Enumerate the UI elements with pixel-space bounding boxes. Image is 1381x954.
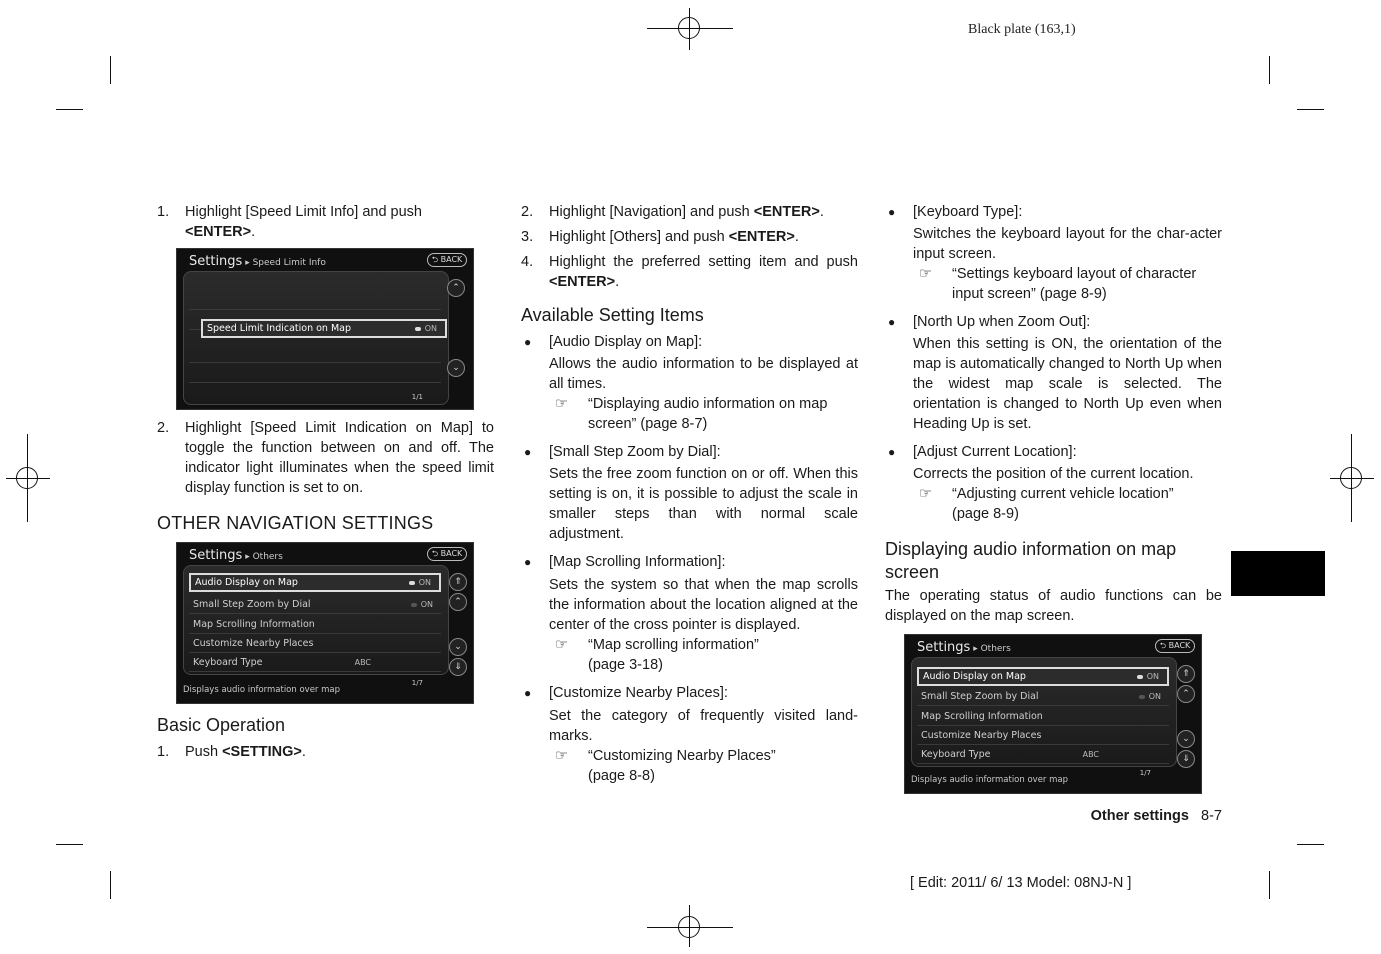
section-heading: Basic Operation (157, 715, 286, 735)
column-2 (521, 202, 858, 786)
settings-row[interactable]: Audio Display on Map ON (189, 573, 441, 592)
step-text: Highlight [Speed Limit Info] and push (185, 204, 422, 220)
bullet-icon: ● (524, 555, 532, 569)
basic-step-1: 1. Push <SETTING>. (157, 744, 306, 760)
settings-row[interactable]: Map Scrolling Information (917, 707, 1169, 726)
page-footer (1091, 806, 1222, 826)
pointing-hand-icon: ☞ (555, 396, 568, 412)
scroll-down-icon[interactable]: ⌄ (449, 638, 467, 656)
plate-label: Black plate (163,1) (968, 22, 1076, 37)
setting-item: ● [Small Step Zoom by Dial]: Sets the free zoom function on or off. When this setting is on, it is possible to adjust the scale in smaller steps than with normal scale adjustment. (521, 442, 858, 544)
setting-key: <SETTING> (222, 744, 302, 760)
column-1 (157, 202, 494, 767)
row-value: ON (424, 324, 437, 333)
setting-item: ● [North Up when Zoom Out]: When this setting is ON, the orientation of the map is automatically changed to North Up when the widest map scale is selected. The orientation is changed to North Up even when Heading Up is set. (885, 312, 1222, 434)
screen-crumb: Speed Limit Info (252, 258, 326, 268)
row-label: Speed Limit Indication on Map (207, 323, 352, 334)
scroll-up-icon[interactable]: ⌃ (449, 593, 467, 611)
section-heading: Available Setting Items (521, 305, 704, 325)
setting-item: ● [Adjust Current Location]: Corrects the position of the current location. ☞ “Adjusting current vehicle location” (page 8-9) (885, 442, 1222, 524)
settings-row[interactable]: Map Scrolling Information (189, 615, 441, 634)
settings-row[interactable]: Keyboard Type ABC (917, 745, 1169, 764)
page-down-icon[interactable]: ⇓ (449, 658, 467, 676)
back-button[interactable]: ⮌ BACK (427, 253, 467, 267)
chapter-tab (1231, 551, 1325, 596)
setting-item: ● [Customize Nearby Places]: Set the category of frequently visited land-marks. ☞ “Customizing Nearby Places” (page 8-8) (521, 683, 858, 786)
settings-row[interactable]: Customize Nearby Places (189, 634, 441, 653)
settings-row[interactable]: Small Step Zoom by Dial ON (189, 595, 441, 614)
settings-row[interactable]: Keyboard Type ABC (189, 653, 441, 672)
back-button[interactable]: ⮌ BACK (427, 547, 467, 561)
step-2: 2. Highlight [Speed Limit Indication on Map] to toggle the function between on and off. The indicator light illuminates when the speed limit display function is set to on. (157, 420, 494, 496)
footer-section: Other settings (1090, 808, 1189, 824)
pointing-hand-icon: ☞ (919, 486, 932, 502)
page-up-icon[interactable]: ⇑ (1177, 665, 1195, 683)
settings-row[interactable]: Small Step Zoom by Dial ON (917, 687, 1169, 706)
setting-item: ● [Map Scrolling Information]: Sets the system so that when the map scrolls the information about the location aligned at the center of the cross pointer is displayed. ☞ “Map scrolling information” (page 3-18) (521, 552, 858, 675)
indicator-light (415, 327, 421, 331)
scroll-up-icon[interactable]: ⌃ (1177, 685, 1195, 703)
scroll-up-icon[interactable]: ⌃ (447, 279, 465, 297)
bullet-icon: ● (524, 335, 532, 349)
screen-footer: Displays audio information over map (183, 685, 341, 695)
section-heading: OTHER NAVIGATION SETTINGS (157, 513, 434, 533)
speed-limit-row[interactable] (201, 319, 447, 338)
step-3: 3. Highlight [Others] and push <ENTER>. (521, 229, 799, 245)
step-number: 1. (157, 204, 170, 220)
pointing-hand-icon: ☞ (555, 748, 568, 764)
scroll-down-icon[interactable]: ⌄ (1177, 730, 1195, 748)
bullet-icon: ● (888, 205, 896, 219)
edit-info: [ Edit: 2011/ 6/ 13 Model: 08NJ-N ] (910, 875, 1132, 891)
section-paragraph: The operating status of audio functions can be displayed on the map screen. (885, 588, 1222, 624)
audio-display-screen: Settings ▸ Others ⮌ BACK Audio Display on Map ON Small Step Zoom by Dial ON Map Scrolling Information Customize Nearby Places Keyboard Type ABC ⇑ ⌃ ⌄ ⇓ 1/7 Displays audio information over map (904, 634, 1202, 794)
screen-title: Settings (189, 254, 243, 269)
scroll-down-icon[interactable]: ⌄ (447, 359, 465, 377)
bullet-icon: ● (524, 445, 532, 459)
setting-item: ● [Keyboard Type]: Switches the keyboard layout for the char-acter input screen. ☞ “Settings keyboard layout of character input screen” (page 8-9) (885, 202, 1222, 304)
step-1: 1. Highlight [Speed Limit Info] and push <ENTER>. (157, 204, 422, 240)
bullet-icon: ● (888, 315, 896, 329)
page-down-icon[interactable]: ⇓ (1177, 750, 1195, 768)
settings-row[interactable]: Customize Nearby Places (917, 726, 1169, 745)
column-3 (885, 202, 1222, 794)
page-indicator: 1/1 (411, 393, 423, 401)
bullet-icon: ● (524, 686, 532, 700)
others-screen: Settings ▸ Others ⮌ BACK Audio Display on Map ON Small Step Zoom by Dial ON Map Scrolling Information Customize Nearby Places Keyboard Type ABC ⇑ ⌃ ⌄ ⇓ 1/7 Displays audio information over map (176, 542, 474, 704)
settings-row[interactable]: Audio Display on Map ON (917, 667, 1169, 686)
setting-item: ● [Audio Display on Map]: Allows the audio information to be displayed at all times. ☞ “Displaying audio information on map screen” (page 8-7) (521, 332, 858, 434)
screen-footer: Displays audio information over map (911, 775, 1069, 785)
bullet-icon: ● (888, 445, 896, 459)
step-4: 4. Highlight the preferred setting item and push <ENTER>. (521, 254, 858, 290)
page-up-icon[interactable]: ⇑ (449, 573, 467, 591)
back-button[interactable]: ⮌ BACK (1155, 639, 1195, 653)
pointing-hand-icon: ☞ (555, 637, 568, 653)
enter-key: <ENTER> (185, 224, 252, 240)
pointing-hand-icon: ☞ (919, 266, 932, 282)
step-text: Highlight [Speed Limit Indication on Map] to toggle the function between on and off. The indicator light illuminates when the speed limit display function is set to on. (185, 420, 494, 496)
section-heading: Displaying audio information on map screen (885, 539, 1177, 582)
speed-limit-screen: Settings ▸ Speed Limit Info ⮌ BACK Speed Limit Indication on Map ON ⌃ ⌄ 1/1 (176, 248, 474, 410)
page-number: 8-7 (1201, 808, 1222, 824)
step-2: 2. Highlight [Navigation] and push <ENTER>. (521, 204, 824, 220)
